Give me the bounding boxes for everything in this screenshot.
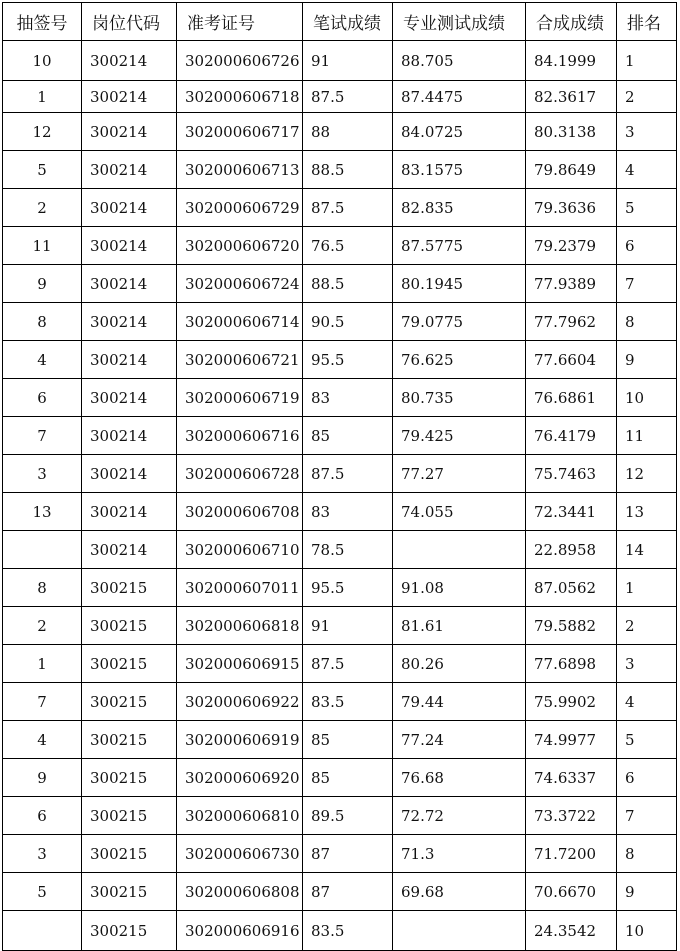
cell-professional-score: 80.735 — [393, 379, 526, 417]
cell-professional-score: 87.4475 — [393, 81, 526, 113]
cell-exam-number: 302000606730 — [177, 835, 303, 873]
cell-rank: 8 — [617, 303, 677, 341]
table-row — [3, 493, 677, 531]
table-row — [3, 455, 677, 493]
cell-exam-number: 302000606724 — [177, 265, 303, 303]
cell-exam-number: 302000606716 — [177, 417, 303, 455]
cell-draw-number: 1 — [3, 645, 82, 683]
cell-position-code: 300215 — [82, 645, 177, 683]
cell-professional-score: 80.1945 — [393, 265, 526, 303]
cell-position-code: 300214 — [82, 113, 177, 151]
cell-rank: 1 — [617, 41, 677, 81]
cell-combined-score: 71.7200 — [526, 835, 617, 873]
cell-rank: 2 — [617, 607, 677, 645]
cell-combined-score: 79.3636 — [526, 189, 617, 227]
table-row — [3, 341, 677, 379]
cell-position-code: 300215 — [82, 721, 177, 759]
table-row — [3, 683, 677, 721]
cell-combined-score: 74.6337 — [526, 759, 617, 797]
cell-written-score: 83 — [303, 493, 393, 531]
cell-written-score: 88.5 — [303, 151, 393, 189]
table-row — [3, 759, 677, 797]
table-row — [3, 873, 677, 911]
cell-written-score: 83.5 — [303, 911, 393, 951]
cell-rank: 3 — [617, 113, 677, 151]
header-professional-score: 专业测试成绩 — [393, 3, 526, 41]
cell-position-code: 300214 — [82, 417, 177, 455]
table-row — [3, 417, 677, 455]
cell-combined-score: 72.3441 — [526, 493, 617, 531]
cell-written-score: 87.5 — [303, 189, 393, 227]
cell-draw-number: 10 — [3, 41, 82, 81]
cell-rank: 10 — [617, 911, 677, 951]
cell-draw-number: 4 — [3, 341, 82, 379]
cell-combined-score: 22.8958 — [526, 531, 617, 569]
cell-position-code: 300215 — [82, 873, 177, 911]
cell-written-score: 87.5 — [303, 455, 393, 493]
cell-rank: 2 — [617, 81, 677, 113]
cell-combined-score: 77.7962 — [526, 303, 617, 341]
cell-draw-number: 6 — [3, 379, 82, 417]
table-row — [3, 227, 677, 265]
cell-draw-number: 9 — [3, 759, 82, 797]
cell-professional-score: 82.835 — [393, 189, 526, 227]
cell-exam-number: 302000606710 — [177, 531, 303, 569]
cell-written-score: 91 — [303, 41, 393, 81]
header-row — [3, 3, 677, 41]
cell-combined-score: 79.2379 — [526, 227, 617, 265]
cell-draw-number: 2 — [3, 189, 82, 227]
table-row — [3, 607, 677, 645]
cell-draw-number: 9 — [3, 265, 82, 303]
cell-exam-number: 302000606916 — [177, 911, 303, 951]
cell-written-score: 85 — [303, 759, 393, 797]
cell-professional-score — [393, 911, 526, 951]
cell-written-score: 83.5 — [303, 683, 393, 721]
cell-combined-score: 73.3722 — [526, 797, 617, 835]
cell-exam-number: 302000606919 — [177, 721, 303, 759]
cell-draw-number — [3, 911, 82, 951]
cell-exam-number: 302000606728 — [177, 455, 303, 493]
cell-rank: 11 — [617, 417, 677, 455]
table-row — [3, 41, 677, 81]
header-draw-number: 抽签号 — [3, 3, 82, 41]
cell-professional-score: 76.625 — [393, 341, 526, 379]
cell-professional-score: 81.61 — [393, 607, 526, 645]
cell-professional-score: 71.3 — [393, 835, 526, 873]
cell-position-code: 300214 — [82, 531, 177, 569]
cell-draw-number: 13 — [3, 493, 82, 531]
cell-combined-score: 79.8649 — [526, 151, 617, 189]
cell-written-score: 87 — [303, 873, 393, 911]
cell-position-code: 300215 — [82, 569, 177, 607]
cell-position-code: 300215 — [82, 683, 177, 721]
cell-written-score: 85 — [303, 417, 393, 455]
cell-exam-number: 302000606713 — [177, 151, 303, 189]
cell-draw-number: 2 — [3, 607, 82, 645]
cell-draw-number: 8 — [3, 303, 82, 341]
cell-draw-number: 7 — [3, 683, 82, 721]
cell-position-code: 300214 — [82, 151, 177, 189]
cell-rank: 6 — [617, 227, 677, 265]
cell-professional-score: 79.44 — [393, 683, 526, 721]
cell-professional-score: 79.0775 — [393, 303, 526, 341]
cell-position-code: 300214 — [82, 81, 177, 113]
cell-draw-number: 11 — [3, 227, 82, 265]
cell-exam-number: 302000606718 — [177, 81, 303, 113]
cell-combined-score: 24.3542 — [526, 911, 617, 951]
cell-written-score: 90.5 — [303, 303, 393, 341]
cell-professional-score: 79.425 — [393, 417, 526, 455]
cell-draw-number: 6 — [3, 797, 82, 835]
cell-position-code: 300214 — [82, 227, 177, 265]
cell-position-code: 300214 — [82, 493, 177, 531]
cell-combined-score: 74.9977 — [526, 721, 617, 759]
cell-professional-score: 91.08 — [393, 569, 526, 607]
cell-exam-number: 302000606810 — [177, 797, 303, 835]
cell-position-code: 300214 — [82, 189, 177, 227]
cell-rank: 4 — [617, 683, 677, 721]
cell-position-code: 300214 — [82, 41, 177, 81]
cell-written-score: 78.5 — [303, 531, 393, 569]
cell-draw-number: 4 — [3, 721, 82, 759]
cell-exam-number: 302000606726 — [177, 41, 303, 81]
cell-combined-score: 77.9389 — [526, 265, 617, 303]
cell-combined-score: 79.5882 — [526, 607, 617, 645]
cell-professional-score — [393, 531, 526, 569]
header-written-score: 笔试成绩 — [303, 3, 393, 41]
cell-position-code: 300215 — [82, 607, 177, 645]
cell-written-score: 88.5 — [303, 265, 393, 303]
cell-position-code: 300214 — [82, 341, 177, 379]
cell-written-score: 83 — [303, 379, 393, 417]
cell-exam-number: 302000606818 — [177, 607, 303, 645]
cell-exam-number: 302000606808 — [177, 873, 303, 911]
cell-professional-score: 77.27 — [393, 455, 526, 493]
cell-combined-score: 77.6604 — [526, 341, 617, 379]
table-row — [3, 721, 677, 759]
cell-draw-number: 7 — [3, 417, 82, 455]
cell-position-code: 300215 — [82, 911, 177, 951]
cell-professional-score: 72.72 — [393, 797, 526, 835]
cell-combined-score: 76.4179 — [526, 417, 617, 455]
header-rank: 排名 — [617, 3, 677, 41]
cell-combined-score: 75.7463 — [526, 455, 617, 493]
cell-draw-number — [3, 531, 82, 569]
cell-position-code: 300215 — [82, 835, 177, 873]
score-table — [2, 2, 677, 951]
cell-rank: 9 — [617, 873, 677, 911]
cell-rank: 14 — [617, 531, 677, 569]
cell-position-code: 300214 — [82, 379, 177, 417]
table-row — [3, 265, 677, 303]
cell-rank: 13 — [617, 493, 677, 531]
cell-rank: 5 — [617, 189, 677, 227]
table-row — [3, 645, 677, 683]
cell-written-score: 95.5 — [303, 341, 393, 379]
cell-exam-number: 302000606717 — [177, 113, 303, 151]
cell-exam-number: 302000606729 — [177, 189, 303, 227]
cell-rank: 4 — [617, 151, 677, 189]
cell-exam-number: 302000606720 — [177, 227, 303, 265]
cell-combined-score: 80.3138 — [526, 113, 617, 151]
cell-rank: 1 — [617, 569, 677, 607]
cell-professional-score: 84.0725 — [393, 113, 526, 151]
table-body — [3, 41, 677, 951]
cell-exam-number: 302000606719 — [177, 379, 303, 417]
table-row — [3, 303, 677, 341]
cell-rank: 9 — [617, 341, 677, 379]
header-combined-score: 合成成绩 — [526, 3, 617, 41]
cell-combined-score: 84.1999 — [526, 41, 617, 81]
cell-written-score: 87.5 — [303, 81, 393, 113]
cell-position-code: 300215 — [82, 759, 177, 797]
cell-written-score: 89.5 — [303, 797, 393, 835]
cell-rank: 8 — [617, 835, 677, 873]
cell-draw-number: 5 — [3, 151, 82, 189]
table-row — [3, 113, 677, 151]
header-exam-number: 准考证号 — [177, 3, 303, 41]
cell-combined-score: 82.3617 — [526, 81, 617, 113]
cell-rank: 12 — [617, 455, 677, 493]
cell-rank: 5 — [617, 721, 677, 759]
cell-written-score: 76.5 — [303, 227, 393, 265]
cell-position-code: 300215 — [82, 797, 177, 835]
cell-rank: 6 — [617, 759, 677, 797]
table-row — [3, 531, 677, 569]
cell-professional-score: 88.705 — [393, 41, 526, 81]
table-row — [3, 569, 677, 607]
cell-combined-score: 75.9902 — [526, 683, 617, 721]
cell-draw-number: 8 — [3, 569, 82, 607]
cell-written-score: 95.5 — [303, 569, 393, 607]
cell-exam-number: 302000606922 — [177, 683, 303, 721]
cell-professional-score: 80.26 — [393, 645, 526, 683]
table-row — [3, 911, 677, 951]
cell-draw-number: 12 — [3, 113, 82, 151]
table-row — [3, 81, 677, 113]
cell-professional-score: 69.68 — [393, 873, 526, 911]
cell-position-code: 300214 — [82, 455, 177, 493]
cell-draw-number: 5 — [3, 873, 82, 911]
cell-combined-score: 77.6898 — [526, 645, 617, 683]
cell-draw-number: 3 — [3, 455, 82, 493]
cell-professional-score: 83.1575 — [393, 151, 526, 189]
cell-position-code: 300214 — [82, 303, 177, 341]
cell-written-score: 85 — [303, 721, 393, 759]
header-position-code: 岗位代码 — [82, 3, 177, 41]
cell-professional-score: 77.24 — [393, 721, 526, 759]
cell-combined-score: 70.6670 — [526, 873, 617, 911]
cell-position-code: 300214 — [82, 265, 177, 303]
cell-written-score: 87 — [303, 835, 393, 873]
cell-rank: 3 — [617, 645, 677, 683]
cell-written-score: 91 — [303, 607, 393, 645]
cell-professional-score: 76.68 — [393, 759, 526, 797]
cell-rank: 10 — [617, 379, 677, 417]
cell-exam-number: 302000607011 — [177, 569, 303, 607]
table-row — [3, 189, 677, 227]
cell-exam-number: 302000606920 — [177, 759, 303, 797]
cell-written-score: 87.5 — [303, 645, 393, 683]
table-row — [3, 835, 677, 873]
cell-combined-score: 87.0562 — [526, 569, 617, 607]
cell-professional-score: 87.5775 — [393, 227, 526, 265]
cell-exam-number: 302000606708 — [177, 493, 303, 531]
cell-rank: 7 — [617, 265, 677, 303]
cell-draw-number: 3 — [3, 835, 82, 873]
cell-exam-number: 302000606714 — [177, 303, 303, 341]
table-row — [3, 151, 677, 189]
cell-professional-score: 74.055 — [393, 493, 526, 531]
table-row — [3, 797, 677, 835]
cell-exam-number: 302000606915 — [177, 645, 303, 683]
cell-written-score: 88 — [303, 113, 393, 151]
cell-rank: 7 — [617, 797, 677, 835]
table-row — [3, 379, 677, 417]
cell-combined-score: 76.6861 — [526, 379, 617, 417]
cell-draw-number: 1 — [3, 81, 82, 113]
cell-exam-number: 302000606721 — [177, 341, 303, 379]
